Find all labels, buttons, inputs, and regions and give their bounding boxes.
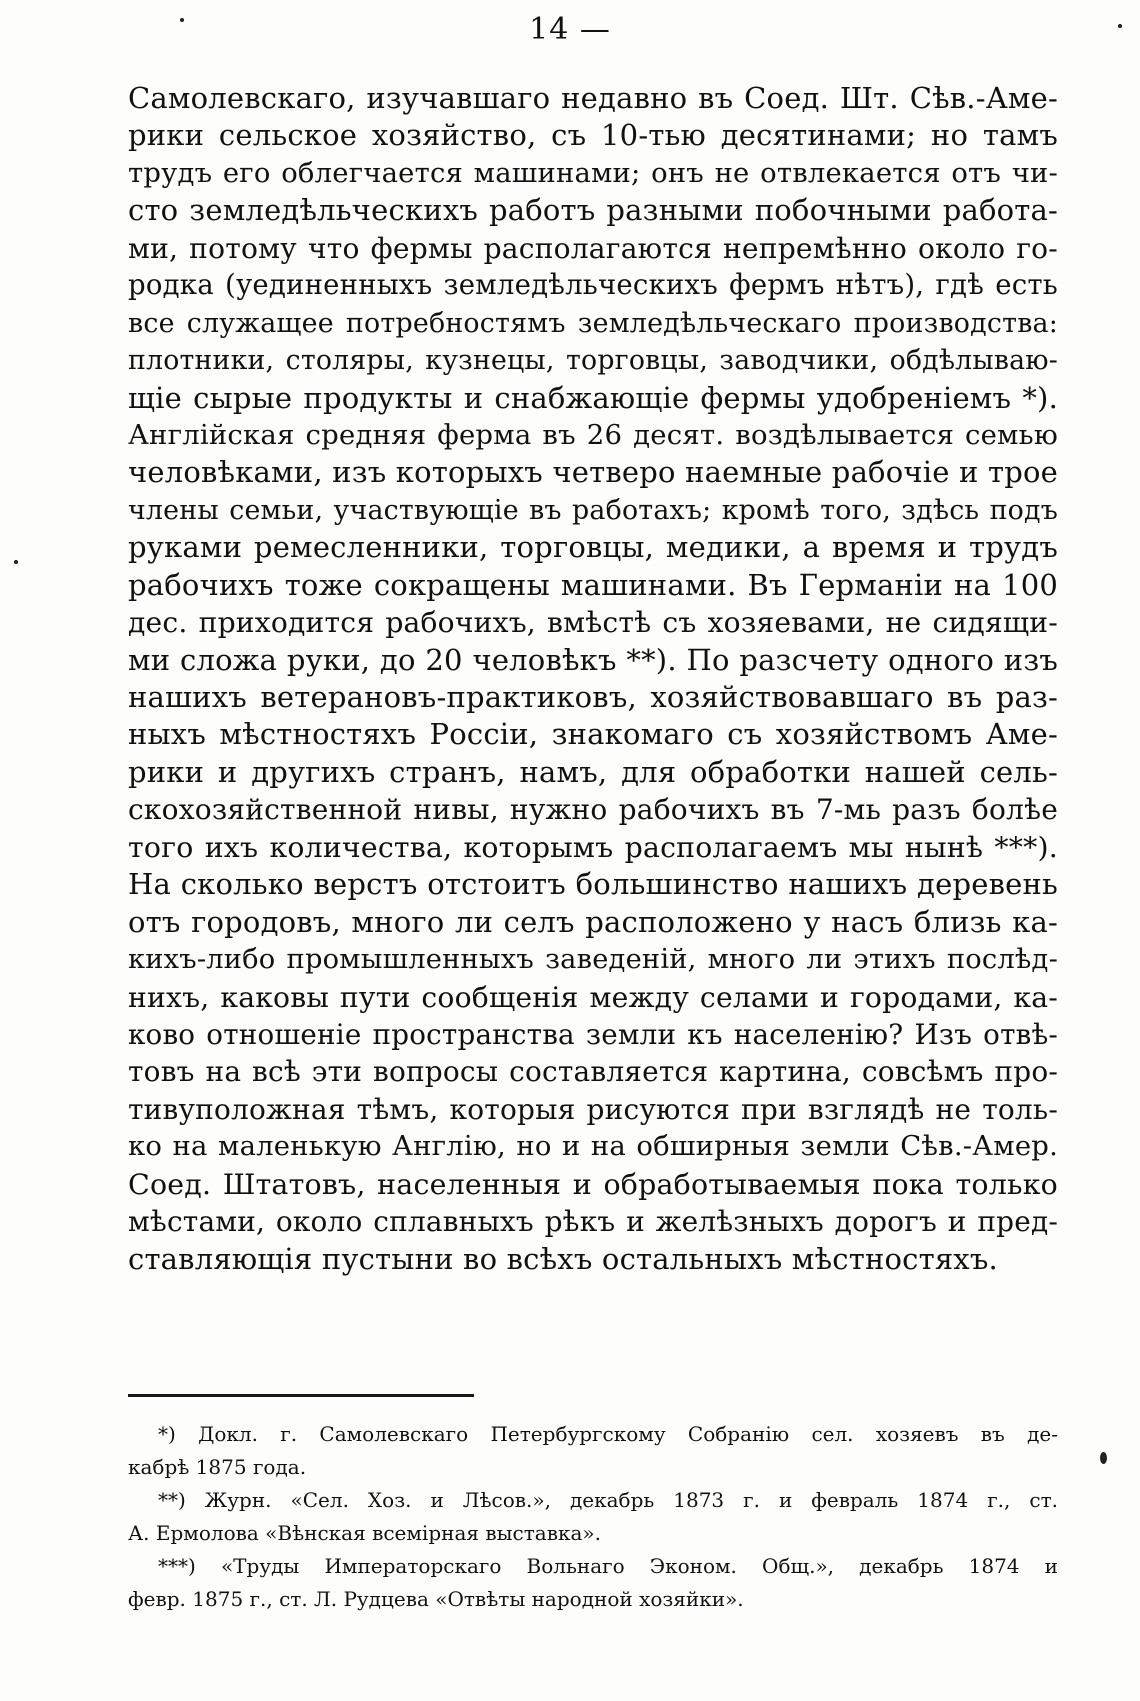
footnote-line: кабрѣ 1875 года.: [128, 1455, 307, 1479]
ink-speck: [180, 18, 184, 22]
footnote: [128, 1550, 1058, 1616]
ink-speck: [1118, 24, 1122, 28]
ink-speck: [1100, 1452, 1107, 1464]
text-line: нихъ, каковы пути сообщенія между селами и городами, ка-: [128, 980, 1058, 1014]
text-line: ми, потому что фермы располагаются непремѣнно около го-: [128, 231, 1058, 265]
text-line: скохозяйственной нивы, нужно рабочихъ въ 7-мь разъ болѣе: [128, 793, 1058, 827]
footnote: [128, 1418, 1058, 1484]
text-line: плотники, столяры, кузнецы, торговцы, заводчики, обдѣлываю-: [128, 345, 1058, 377]
text-line: все служащее потребностямъ земледѣльческаго производства:: [128, 307, 1058, 339]
footnote-line: февр. 1875 г., ст. Л. Рудцева «Отвѣты народной хозяйки».: [128, 1587, 744, 1611]
footnote-separator-rule: [128, 1394, 474, 1397]
text-line: ныхъ мѣстностяхъ Россіи, знакомаго съ хозяйствомъ Аме-: [128, 717, 1058, 752]
text-line: На сколько верстъ отстоитъ большинство нашихъ деревень: [128, 867, 1058, 902]
text-line: родка (уединенныхъ земледѣльческихъ фермъ нѣтъ), гдѣ есть: [128, 269, 1058, 302]
text-line: отъ городовъ, много ли селъ расположено у насъ близь ка-: [128, 904, 1058, 939]
text-line: члены семьи, участвующіе въ работахъ; кромѣ того, здѣсь подъ: [128, 494, 1058, 526]
main-text-block: [128, 80, 1058, 1278]
text-line: дес. приходится рабочихъ, вмѣстѣ съ хозяевами, не сидящи-: [128, 606, 1058, 640]
text-line: того ихъ количества, которымъ располагаемъ мы нынѣ ***).: [128, 830, 1058, 864]
footnote-line: ***) «Труды Императорскаго Вольнаго Эконом. Общ.», декабрь 1874 и: [158, 1554, 1058, 1578]
footnote-line: А. Ермолова «Вѣнская всемірная выставка».: [128, 1521, 601, 1545]
text-line: ставляющія пустыни во всѣхъ остальныхъ мѣстностяхъ.: [128, 1241, 998, 1276]
page-number: 14 —: [529, 12, 611, 47]
text-line: сто земледѣльческихъ работъ разными побочными работа-: [128, 193, 1058, 228]
text-line: Англійская средняя ферма въ 26 десят. воздѣлывается семью: [128, 418, 1058, 451]
footnote-line: *) Докл. г. Самолевскаго Петербургскому Собранію сел. хозяевъ въ де-: [158, 1422, 1058, 1446]
text-line: ково отношеніе пространства земли къ населенію? Изъ отвѣ-: [128, 1017, 1058, 1051]
text-line: рики и другихъ странъ, намъ, для обработки нашей сель-: [128, 754, 1058, 789]
text-line: мѣстами, около сплавныхъ рѣкъ и желѣзныхъ дорогъ и пред-: [128, 1205, 1058, 1239]
text-line: щіе сырые продукты и снабжающіе фермы удобреніемъ *).: [128, 380, 1058, 415]
text-line: Соед. Штатовъ, населенныя и обработываемыя пока только: [128, 1167, 1058, 1201]
text-line: Самолевскаго, изучавшаго недавно въ Соед. Шт. Сѣв.-Аме-: [128, 81, 1058, 115]
ink-speck: [14, 560, 18, 564]
footnote: [128, 1484, 1058, 1550]
text-line: рабочихъ тоже сокращены машинами. Въ Германіи на 100: [128, 567, 1058, 602]
text-line: трудъ его облегчается машинами; онъ не отвлекается отъ чи-: [128, 157, 1058, 189]
text-line: рики сельское хозяйство, съ 10-тью десятинами; но тамъ: [128, 118, 1058, 153]
text-line: ми сложа руки, до 20 человѣкъ **). По разсчету одного изъ: [128, 642, 1058, 677]
text-line: нашихъ ветерановъ-практиковъ, хозяйствовавшаго въ раз-: [128, 680, 1058, 714]
text-line: товъ на всѣ эти вопросы составляется картина, совсѣмъ про-: [128, 1055, 1058, 1089]
text-line: тивуположная тѣмъ, которыя рисуются при взглядѣ не толь-: [128, 1092, 1058, 1126]
text-line: кихъ-либо промышленныхъ заведеній, много ли этихъ послѣд-: [128, 944, 1058, 976]
text-line: руками ремесленники, торговцы, медики, а время и трудъ: [128, 530, 1058, 565]
text-line: человѣками, изъ которыхъ четверо наемные рабочіе и трое: [128, 455, 1058, 490]
footnotes-block: [128, 1418, 1058, 1616]
footnote-line: **) Журн. «Сел. Хоз. и Лѣсов.», декабрь 1873 г. и февраль 1874 г., ст.: [158, 1488, 1058, 1512]
text-line: ко на маленькую Англію, но и на обширныя земли Сѣв.-Амер.: [128, 1131, 1058, 1163]
